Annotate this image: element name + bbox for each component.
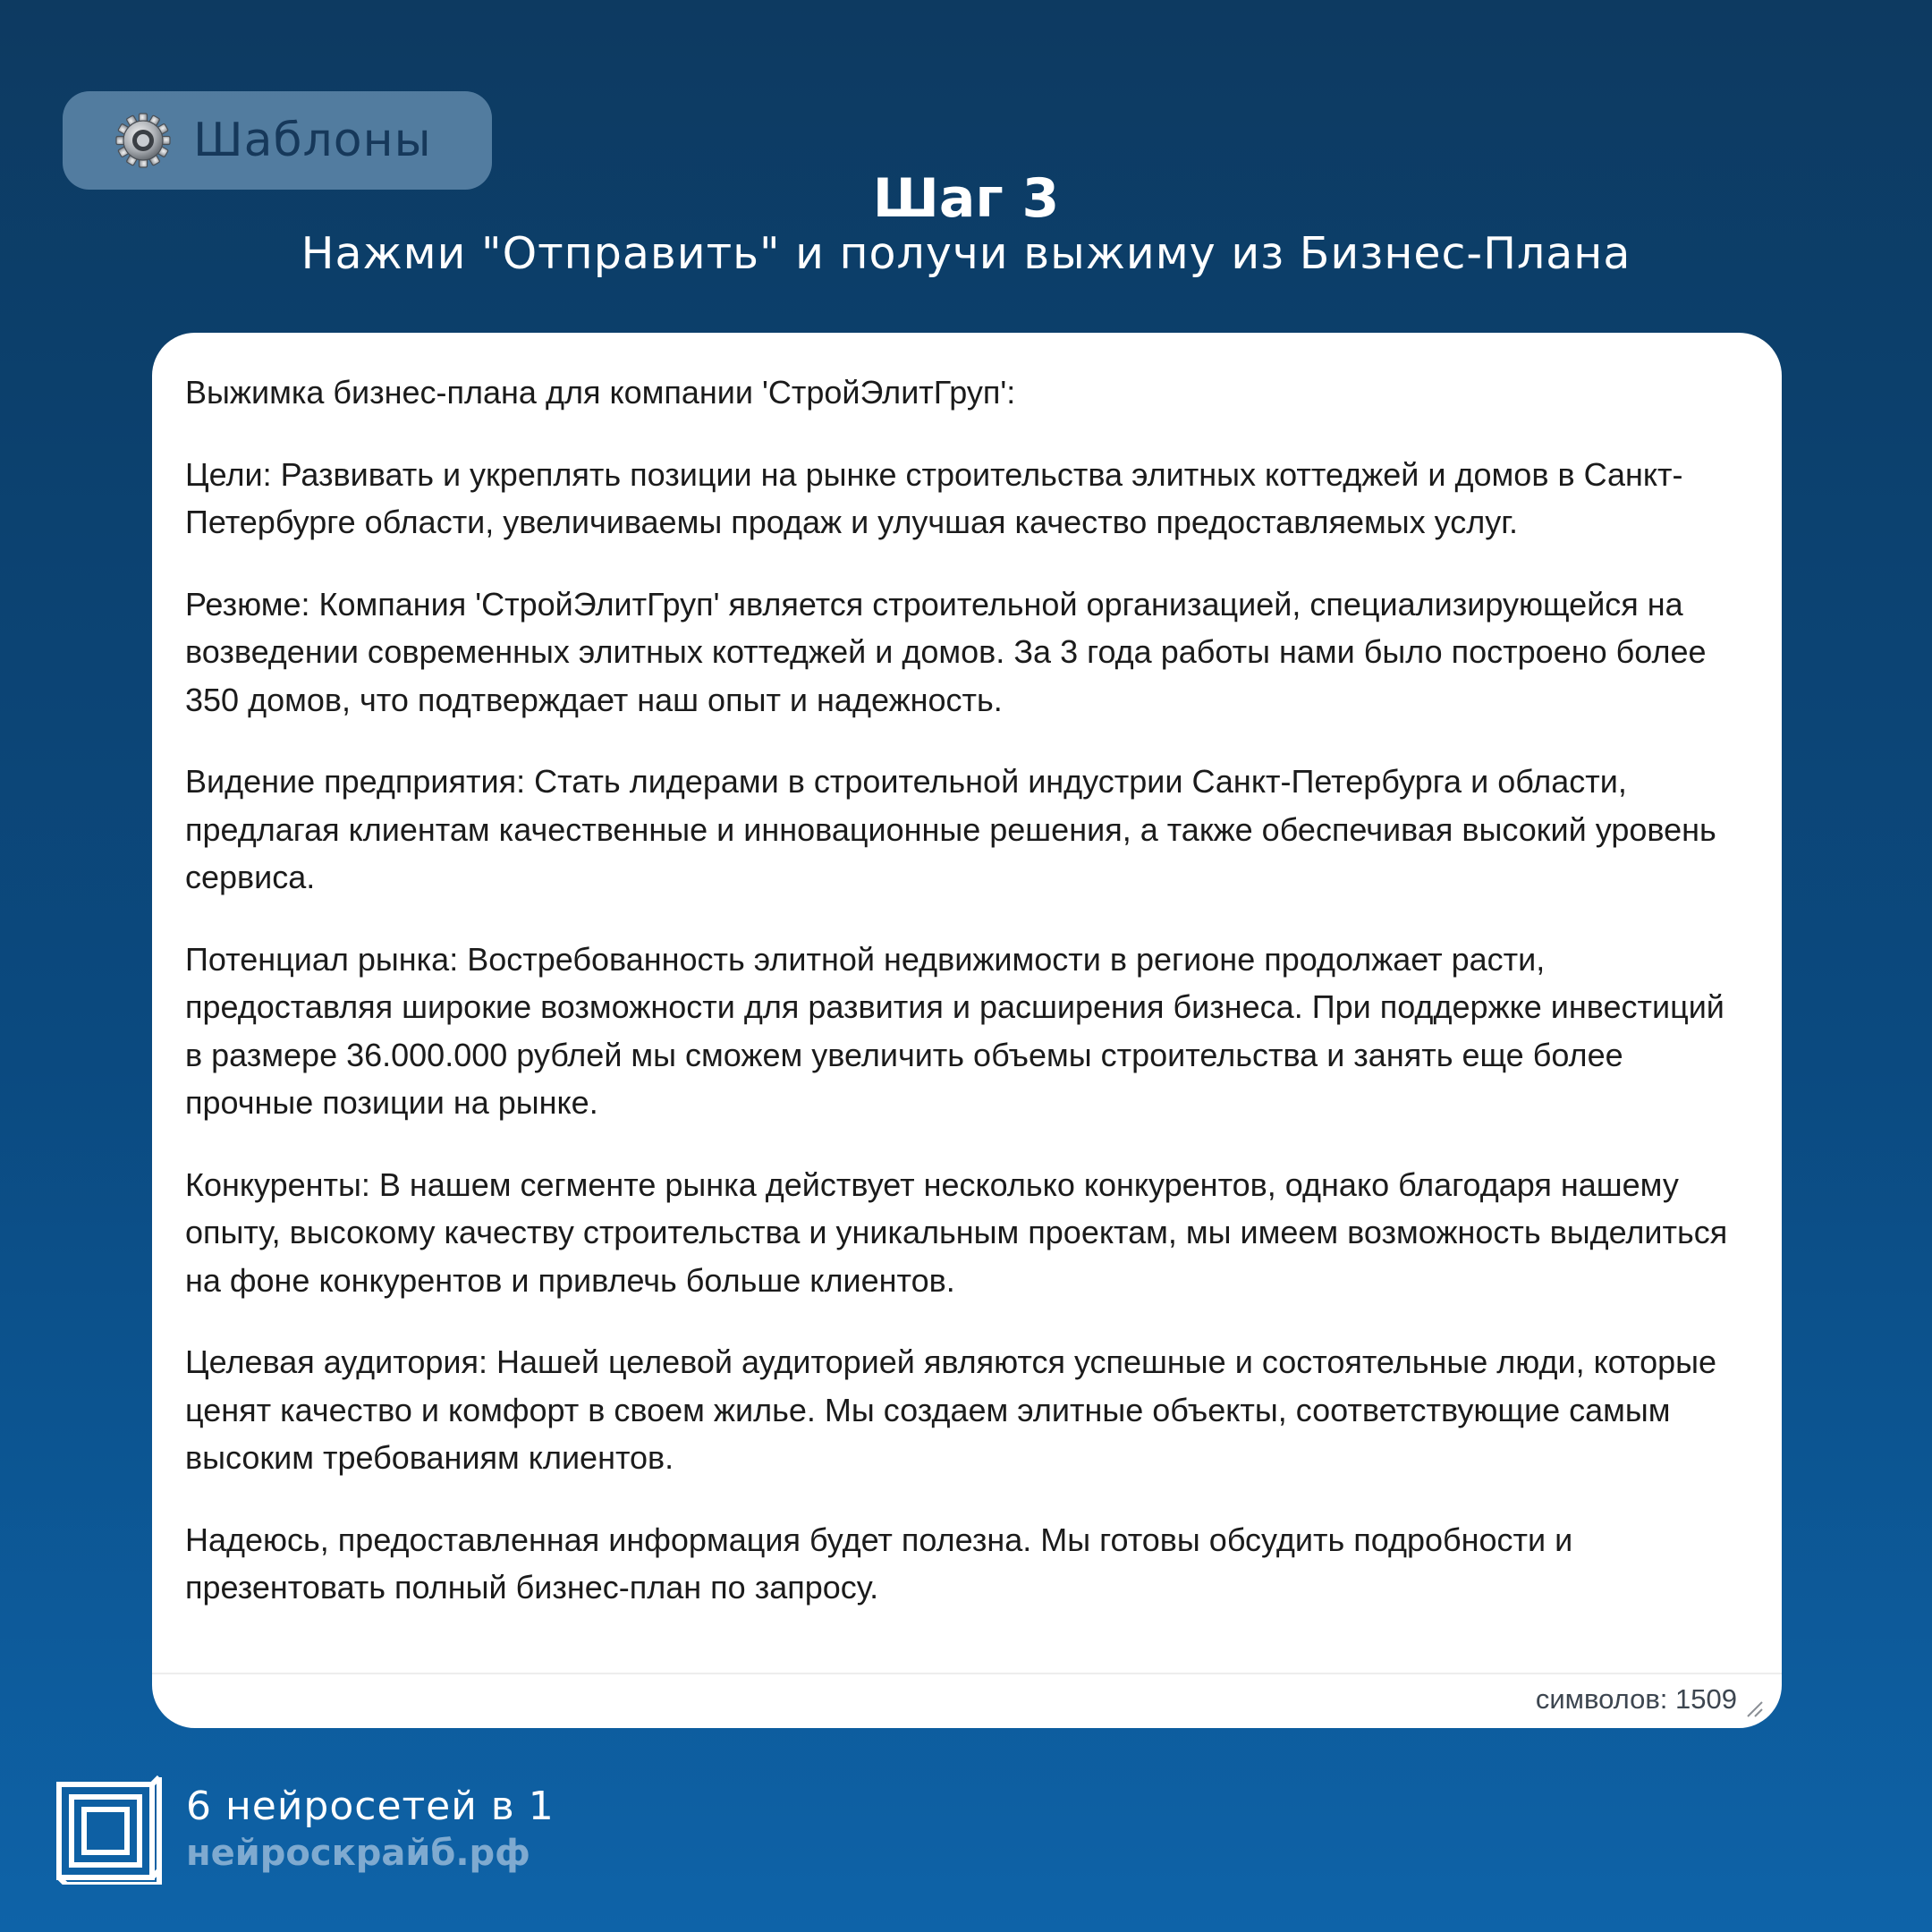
result-paragraph: Резюме: Компания 'СтройЭлитГруп' является строительной организацией, специализирующейся на возведении современных элитных коттеджей и домов. За 3 года работы нами было построено более 350 домов, что подтверждает наш опыт и надежность. [185,585,1707,718]
step-title: Шаг 3 [872,167,1060,230]
gear-icon [114,112,172,169]
footer-divider [152,1673,1782,1674]
result-paragraph: Потенциал рынка: Востребованность элитной недвижимости в регионе продолжает расти, предоставляя широкие возможности для развития и расширения бизнеса. При поддержке инвестиций в размере 36.000.000 рублей мы сможем увеличить объемы строительства и занять еще более прочные позиции на рынке. [185,940,1724,1121]
result-textarea[interactable] [152,333,1782,1728]
brand-tagline: 6 нейросетей в 1 [186,1784,555,1829]
result-paragraph: Надеюсь, предоставленная информация будет полезна. Мы готовы обсудить подробности и презентовать полный бизнес-план по запросу. [185,1521,1573,1606]
result-paragraph: Цели: Развивать и укреплять позиции на рынке строительства элитных коттеджей и домов в Санкт-Петербурге области, увеличиваемы продаж и улучшая качество предоставляемых услуг. [185,455,1683,540]
brand-site-link[interactable]: нейроскрайб.рф [186,1833,530,1874]
brand-logo-icon [52,1774,163,1885]
result-paragraph: Конкуренты: В нашем сегменте рынка действует несколько конкурентов, однако благодаря нашему опыту, высокому качеству строительства и уникальным проектам, мы имеем возможность выделиться на фоне конкурентов и привлечь больше клиентов. [185,1165,1728,1299]
result-paragraph: Видение предприятия: Стать лидерами в строительной индустрии Санкт-Петербурга и области, предлагая клиентам качественные и инновационные решения, а также обеспечивая высокий уровень сервиса. [185,763,1716,895]
result-paragraph: Целевая аудитория: Нашей целевой аудиторией являются успешные и состоятельные люди, которые ценят качество и комфорт в своем жилье. Мы создаем элитные объекты, соответствующие самым высоким требованиям клиентов. [185,1343,1717,1476]
resize-handle-icon[interactable] [1744,1699,1764,1718]
result-paragraph: Выжимка бизнес-плана для компании 'СтройЭлитГруп': [185,374,1016,411]
templates-button-label: Шаблоны [193,114,432,167]
brand [52,1774,555,1885]
step-subtitle: Нажми "Отправить" и получи выжиму из Бизнес-Плана [301,228,1631,279]
char-counter: символов: 1509 [1535,1683,1737,1715]
result-text [185,369,1750,1646]
